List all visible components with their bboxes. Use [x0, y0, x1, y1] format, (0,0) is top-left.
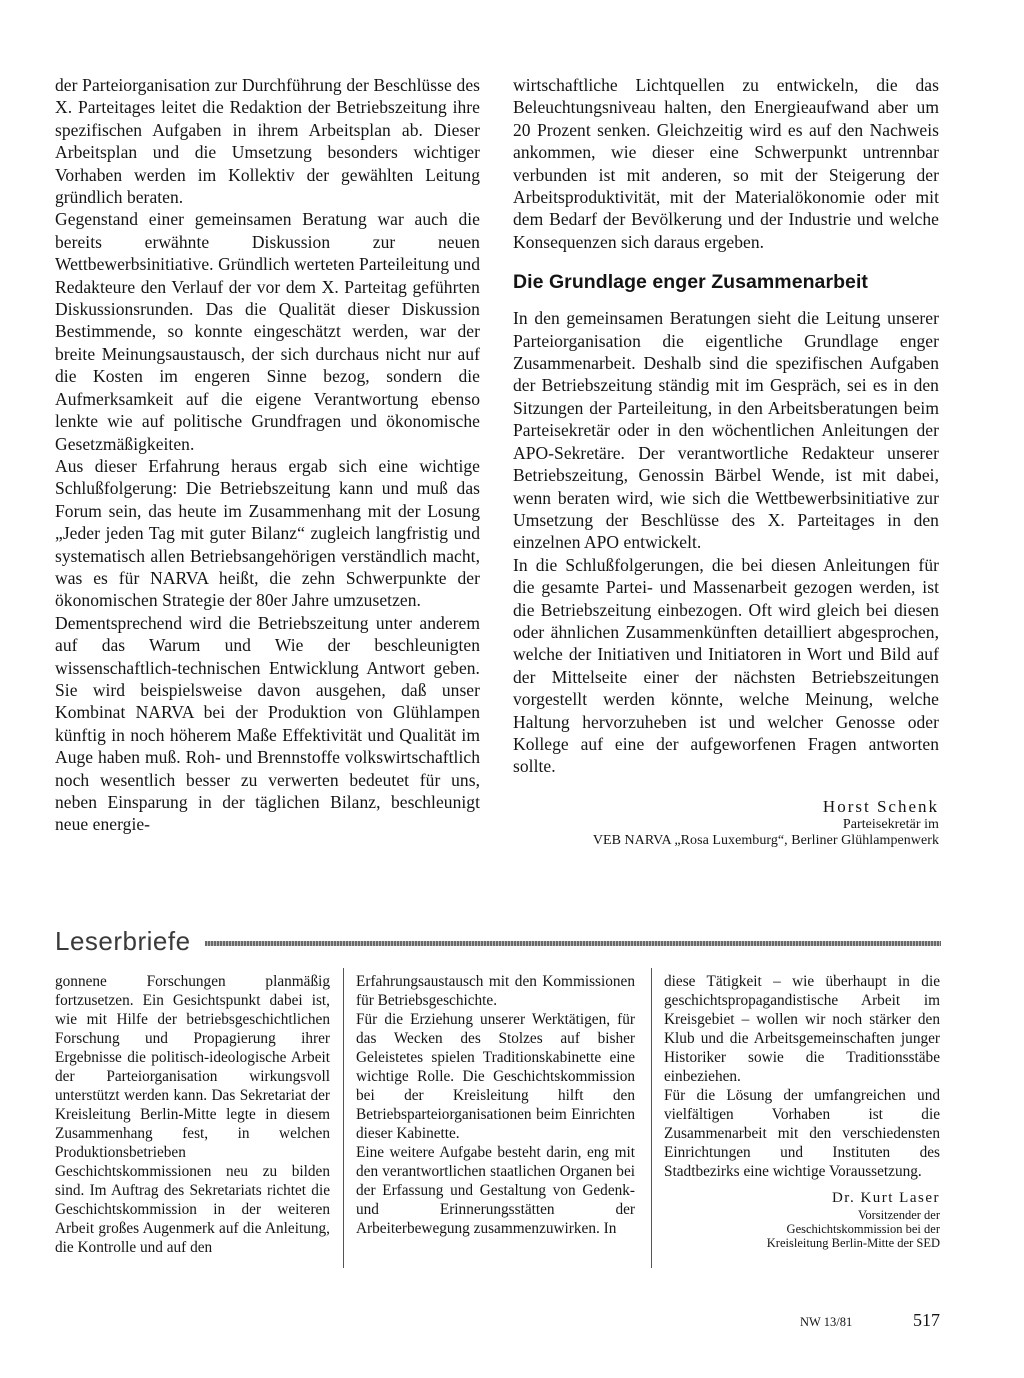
- letter-author-role: Vorsitzender der: [857, 1208, 940, 1222]
- letter-paragraph: Eine weitere Aufgabe besteht darin, eng mit den verantwortlichen staatlichen Organen bei der Erfassung und Gestaltung von Gedenk- und Erinnerungsstätten der Arbeiterbewegung zusammenzuwirken. In: [356, 1144, 635, 1237]
- section-title: Leserbriefe: [55, 926, 191, 956]
- article-right-column: [513, 74, 939, 849]
- author-name: Horst Schenk: [822, 796, 939, 816]
- letters-column-2: [356, 972, 635, 1238]
- article-paragraph: In den gemeinsamen Beratungen sieht die Leitung unserer Parteiorganisation die eigentliche Grundlage enger Zusammenarbeit. Deshalb sind die spezifischen Aufgaben der Betriebszeitung ständig mit im Gespräch, sei es in den Sitzungen der Parteileitung, in den Arbeitsberatungen beim Parteisekretär oder in den wöchentlichen Anleitungen der APO-Sekretäre. Der verantwortliche Redakteur unserer Betriebszeitung, Genossin Bärbel Wende, ist mit dabei, wenn beraten wird, wie sich die Wettbewerbsinitiative zur Umsetzung der Beschlüsse des X. Parteitages in den einzelnen APO entwickelt.: [513, 308, 939, 553]
- article-paragraph: wirtschaftliche Lichtquellen zu entwickeln, die das Beleuchtungsniveau halten, den Energieaufwand aber um 20 Prozent senken. Gleichzeitig wird es auf den Nachweis ankommen, wie dieser eine Schwerpunkt untrennbar verbunden ist mit anderen, so mit der Steigerung der Arbeitsproduktivität, mit der Materialökonomie oder mit dem Bedarf der Bevölkerung und der Industrie und welche Konsequenzen sich daraus ergeben.: [513, 75, 939, 252]
- article-paragraph: Aus dieser Erfahrung heraus ergab sich eine wichtige Schlußfolgerung: Die Betriebszeitung kann und muß das Forum sein, das heute im Zusammenhang mit der Losung „Jeder jeden Tag mit guter Bilanz“ zugleich langfristig und systematisch allen Betriebsangehörigen verständlich macht, was es für NARVA heißt, die zehn Schwerpunkte der ökonomischen Strategie der 80er Jahre umzusetzen.: [55, 455, 480, 611]
- letter-paragraph: diese Tätigkeit – wie überhaupt in die geschichtspropagandistische Arbeit im Kreisgebiet – wollen wir noch stärker den Klub und die Arbeitsgemeinschaften junger Historiker sowie die Traditionsstäbe einbeziehen.: [664, 973, 940, 1085]
- letter-paragraph: Erfahrungsaustausch mit den Kommissionen für Betriebsgeschichte.: [356, 973, 635, 1009]
- letter-paragraph: Für die Erziehung unserer Werktätigen, für das Wecken des Stolzes auf bisher Geleistetes spielen Traditionskabinette eine wichtige Rolle. Die Geschichtskommission bei der Kreisleitung hilft den Betriebsparteiorganisationen beim Einrichten dieser Kabinette.: [356, 1011, 635, 1142]
- article-subheading: Die Grundlage enger Zusammenarbeit: [513, 271, 868, 294]
- article-paragraph: Dementsprechend wird die Betriebszeitung unter anderem auf das Warum und Wie der beschleunigten wissenschaftlich-technischen Entwicklung Antwort geben. Sie wird beispielsweise davon ausgehen, daß unser Kombinat NARVA bei der Produktion von Glühlampen künftig in noch höherem Maße Effektivität und Qualität im Auge haben muß. Roh- und Brennstoffe volkswirtschaftlich noch wesentlich besser zu verwerten bedeutet für uns, neben Einsparung in der täglichen Bilanz, beschleunigt neue energie-: [55, 612, 480, 835]
- author-role: Parteisekretär im: [842, 816, 939, 832]
- author-affiliation: VEB NARVA „Rosa Luxemburg“, Berliner Glühlampenwerk: [592, 832, 939, 848]
- letter-author-role: Geschichtskommission bei der: [786, 1222, 940, 1236]
- letters-column-3: [664, 972, 940, 1250]
- article-paragraph: der Parteiorganisation zur Durchführung der Beschlüsse des X. Parteitages leitet die Redaktion der Betriebszeitung ihre spezifischen Aufgaben in ihrem Arbeitsplan ab. Dieser Arbeitsplan und die Umsetzung besonders wichtiger Vorhaben werden im Kollektiv der gewählten Leitung gründlich beraten.: [55, 75, 480, 208]
- article-left-column: [55, 74, 480, 836]
- letters-column-1: [55, 972, 330, 1257]
- issue-label: NW 13/81: [800, 1315, 853, 1329]
- page-number: 517: [913, 1310, 940, 1330]
- section-rule: [205, 941, 941, 946]
- column-divider: [651, 968, 652, 1268]
- article-paragraph: Gegenstand einer gemeinsamen Beratung war auch die bereits erwähnte Diskussion zur neuen Wettbewerbsinitiative. Gründlich werteten Parteileitung und Redakteure den Verlauf der vor dem X. Parteitag geführten Diskussionsrunden. Das die Qualität dieser Diskussion Bestimmende, so konnte eingeschätzt werden, war der breite Meinungsaustausch, der sich durchaus nicht nur auf die Kosten im engeren Sinne bezog, sondern die Aufmerksamkeit auf die eigene Verantwortung ebenso lenkte wie auf politische Grundfragen und ökonomische Gesetzmäßigkeiten.: [55, 209, 480, 454]
- letter-paragraph: gonnene Forschungen planmäßig fortzusetzen. Ein Gesichtspunkt dabei ist, wie mit Hilfe der betriebsgeschichtlichen Forschung und Propagierung ihrer Ergebnisse die politisch-ideologische Arbeit der Parteiorganisation wirkungsvoll unterstützt werden kann. Das Sekretariat der Kreisleitung Berlin-Mitte legte in diesem Zusammenhang fest, in welchen Produktionsbetrieben Geschichtskommissionen neu zu bilden sind. Im Auftrag des Sekretariats richtet die Geschichtskommission in der weiteren Arbeit großes Augenmerk auf die Anleitung, die Kontrolle und auf den: [55, 973, 330, 1256]
- letter-author-role: Kreisleitung Berlin-Mitte der SED: [766, 1236, 940, 1250]
- column-divider: [343, 968, 344, 1268]
- page-footer: [800, 1310, 940, 1334]
- section-header: [55, 926, 941, 958]
- letter-paragraph: Für die Lösung der umfangreichen und vielfältigen Vorhaben ist die Zusammenarbeit mit den verschiedensten Einrichtungen und Instituten des Stadtbezirks eine wichtige Voraussetzung.: [664, 1087, 940, 1180]
- article-paragraph: In die Schlußfolgerungen, die bei diesen Anleitungen für die gesamte Partei- und Massenarbeit gezogen werden, ist die Betriebszeitung einbezogen. Oft wird gleich bei diesen oder ähnlichen Zusammenkünften detailliert abgesprochen, welche der Initiativen und Initiatoren in Wort und Bild auf der Mittelseite einer der nächsten Betriebszeitungen vorgestellt werden könnte, welche Meinung, welche Haltung hervorzuheben ist und welcher Genosse oder Kollege auf eine der aufgeworfenen Fragen antworten sollte.: [513, 554, 939, 777]
- letter-author-name: Dr. Kurt Laser: [831, 1190, 940, 1206]
